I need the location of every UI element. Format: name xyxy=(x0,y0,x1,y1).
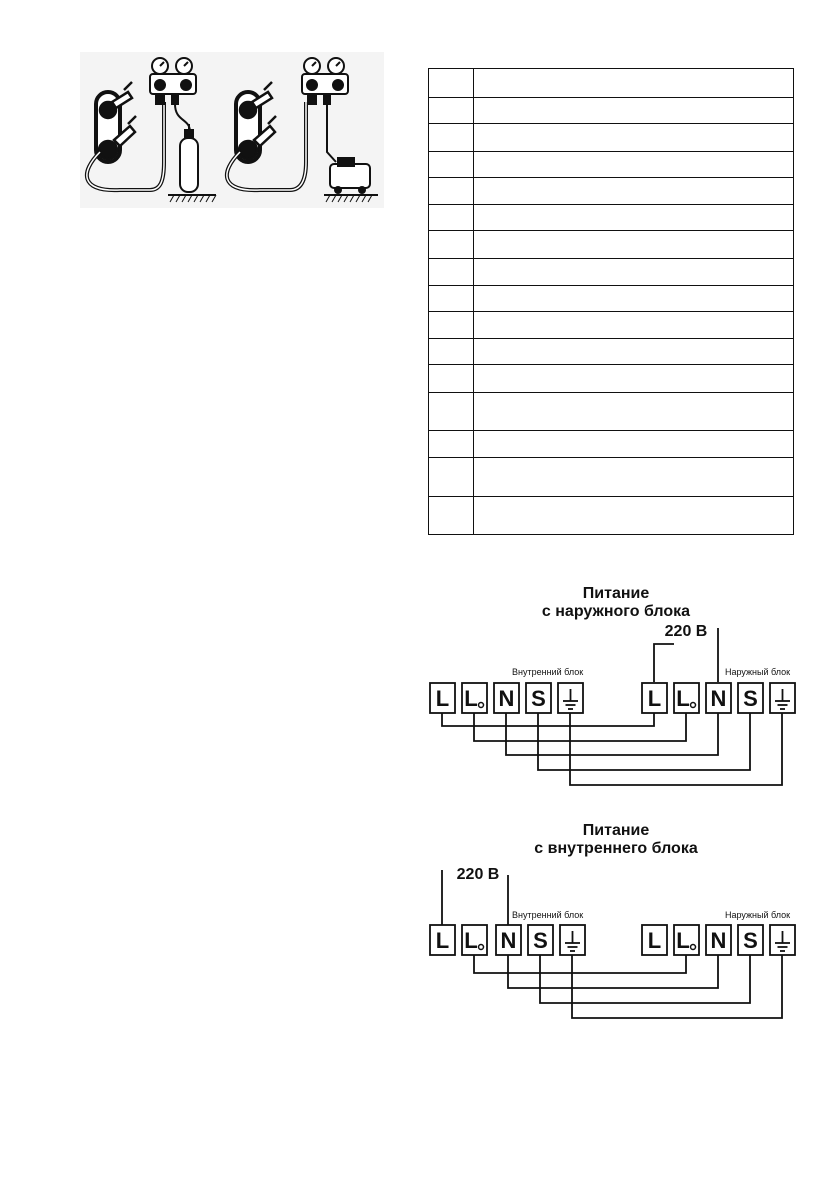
voltage-label: 220 В xyxy=(456,866,500,883)
terminal-n xyxy=(496,925,521,955)
table-row xyxy=(429,69,794,98)
table-row xyxy=(429,312,794,339)
row-description-cell xyxy=(474,496,794,534)
indoor-terminal-block xyxy=(430,925,585,955)
svg-text:N: N xyxy=(498,686,515,711)
diagram-title-line2: с наружного блока xyxy=(541,603,691,620)
ground-symbol-icon xyxy=(770,925,795,955)
terminal-s xyxy=(526,683,551,713)
row-description-cell xyxy=(474,365,794,392)
svg-text:S: S xyxy=(533,928,548,953)
table-row xyxy=(429,124,794,151)
row-number-cell xyxy=(429,98,474,124)
ground-symbol-icon xyxy=(770,683,795,713)
wiring-diagram-svg xyxy=(420,578,820,798)
row-description-cell xyxy=(474,285,794,311)
row-description-cell xyxy=(474,177,794,204)
row-description-cell xyxy=(474,258,794,285)
table-row xyxy=(429,98,794,124)
row-number-cell xyxy=(429,430,474,457)
row-number-cell xyxy=(429,392,474,430)
table-row xyxy=(429,177,794,204)
row-description-cell xyxy=(474,339,794,365)
row-number-cell xyxy=(429,365,474,392)
row-description-cell xyxy=(474,312,794,339)
wiring-diagram-indoor-power xyxy=(420,815,820,1045)
parts-table xyxy=(428,68,794,535)
diagram-title-line1: Питание xyxy=(582,822,650,839)
table-row xyxy=(429,339,794,365)
terminal-s xyxy=(738,683,763,713)
row-number-cell xyxy=(429,205,474,231)
svg-text:N: N xyxy=(710,686,727,711)
row-number-cell xyxy=(429,69,474,98)
interconnect-wires xyxy=(474,955,782,1018)
wiring-diagram-outdoor-power xyxy=(420,578,820,798)
table-row xyxy=(429,205,794,231)
row-description-cell xyxy=(474,392,794,430)
table-row xyxy=(429,231,794,258)
row-number-cell xyxy=(429,231,474,258)
row-description-cell xyxy=(474,151,794,177)
svg-text:L: L xyxy=(435,928,450,953)
terminal-lo xyxy=(462,925,487,955)
table-row xyxy=(429,258,794,285)
illustration-drawing xyxy=(80,52,384,208)
row-number-cell xyxy=(429,339,474,365)
svg-text:L: L xyxy=(647,928,662,953)
row-description-cell xyxy=(474,69,794,98)
row-number-cell xyxy=(429,496,474,534)
svg-text:L: L xyxy=(464,928,478,953)
terminal-lo xyxy=(674,925,699,955)
terminal-n xyxy=(706,683,731,713)
row-description-cell xyxy=(474,98,794,124)
outdoor-unit-label: Наружный блок xyxy=(725,910,791,920)
row-description-cell xyxy=(474,231,794,258)
table-row xyxy=(429,365,794,392)
row-description-cell xyxy=(474,205,794,231)
indoor-unit-label: Внутренний блок xyxy=(512,667,584,677)
outdoor-terminal-block xyxy=(642,925,795,955)
svg-text:S: S xyxy=(743,686,758,711)
vacuum-charging-illustration xyxy=(80,52,384,208)
table-row xyxy=(429,430,794,457)
terminal-s xyxy=(528,925,553,955)
terminal-l xyxy=(642,925,667,955)
svg-text:L: L xyxy=(435,686,450,711)
terminal-lo xyxy=(462,683,487,713)
svg-text:L: L xyxy=(676,686,690,711)
table-row xyxy=(429,496,794,534)
vacuum-pump-icon xyxy=(330,158,370,193)
diagram-title-line2: с внутреннего блока xyxy=(534,840,698,857)
svg-text:N: N xyxy=(500,928,517,953)
row-number-cell xyxy=(429,124,474,151)
parts-table-body xyxy=(429,69,794,535)
terminal-n xyxy=(494,683,519,713)
svg-text:L: L xyxy=(464,686,478,711)
row-number-cell xyxy=(429,312,474,339)
ground-symbol-icon xyxy=(558,683,583,713)
terminal-n xyxy=(706,925,731,955)
svg-text:N: N xyxy=(710,928,727,953)
row-description-cell xyxy=(474,430,794,457)
table-row xyxy=(429,392,794,430)
table-row xyxy=(429,458,794,496)
table-row xyxy=(429,151,794,177)
svg-text:L: L xyxy=(647,686,662,711)
row-number-cell xyxy=(429,151,474,177)
svg-text:L: L xyxy=(676,928,690,953)
row-number-cell xyxy=(429,258,474,285)
voltage-label: 220 В xyxy=(664,623,708,640)
outdoor-unit-label: Наружный блок xyxy=(725,667,791,677)
terminal-l xyxy=(642,683,667,713)
svg-text:S: S xyxy=(743,928,758,953)
row-number-cell xyxy=(429,285,474,311)
row-description-cell xyxy=(474,458,794,496)
diagram-title-line1: Питание xyxy=(582,585,650,602)
wiring-diagram-svg xyxy=(420,815,820,1045)
outdoor-terminal-block xyxy=(642,683,795,713)
row-number-cell xyxy=(429,177,474,204)
indoor-unit-label: Внутренний блок xyxy=(512,910,584,920)
terminal-l xyxy=(430,683,455,713)
row-description-cell xyxy=(474,124,794,151)
table-row xyxy=(429,285,794,311)
indoor-terminal-block xyxy=(430,683,583,713)
terminal-lo xyxy=(674,683,699,713)
interconnect-wires xyxy=(442,713,782,785)
terminal-l xyxy=(430,925,455,955)
ground-symbol-icon xyxy=(560,925,585,955)
row-number-cell xyxy=(429,458,474,496)
terminal-s xyxy=(738,925,763,955)
svg-text:S: S xyxy=(531,686,546,711)
